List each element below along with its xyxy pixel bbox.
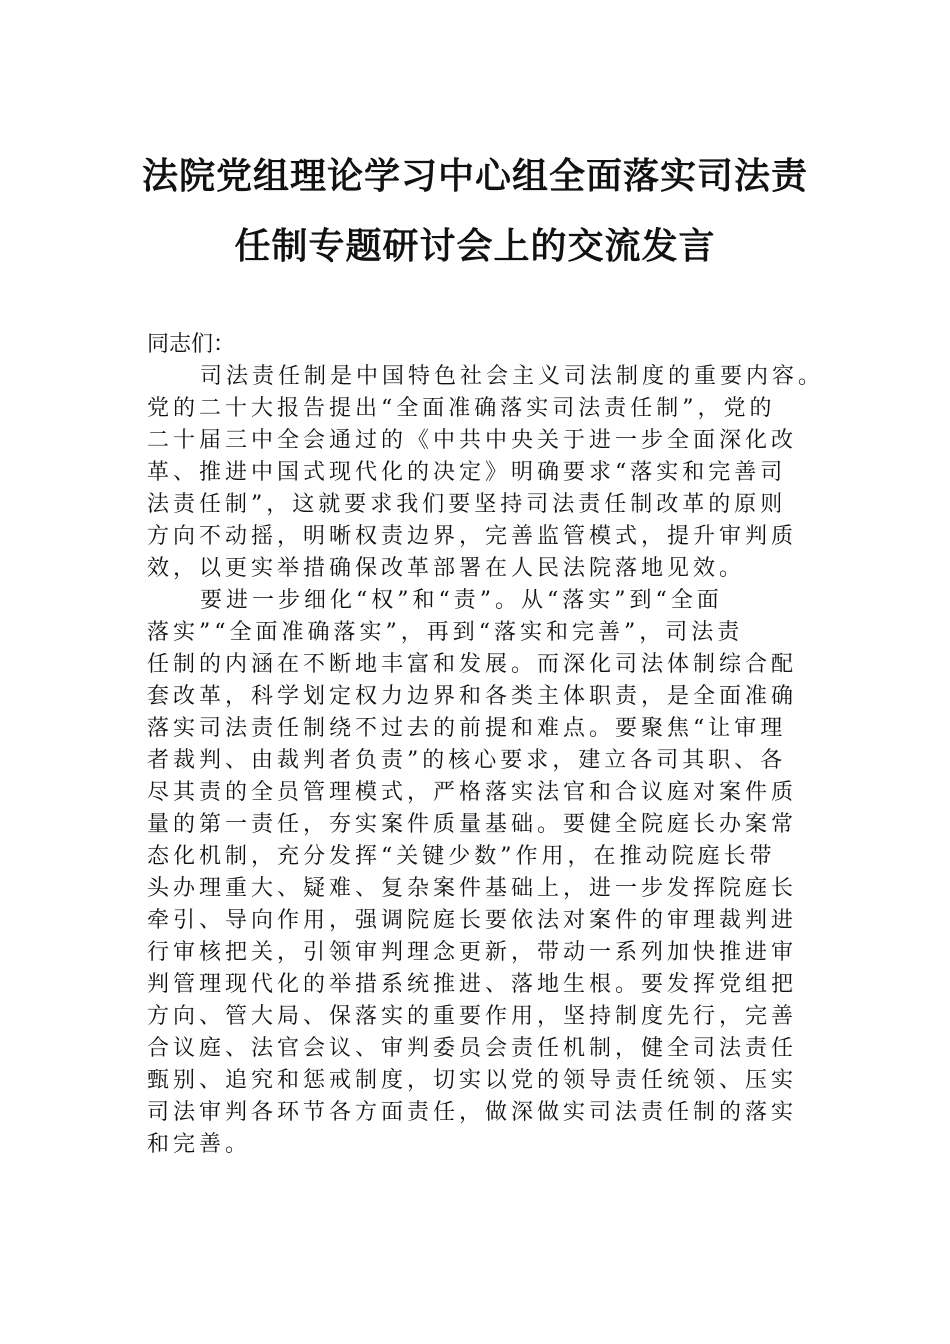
paragraph-line: 落实司法责任制绕不过去的前提和难点。要聚焦“让审理 [147, 716, 787, 741]
paragraph-line: 革、推进中国式现代化的决定》明确要求“落实和完善司 [147, 460, 787, 485]
paragraph-line: 合议庭、法官会议、审判委员会责任机制，健全司法责任 [147, 1036, 798, 1061]
paragraph-line: 量的第一责任，夯实案件质量基础。要健全院庭长办案常 [147, 812, 798, 837]
paragraph-line: 头办理重大、疑难、复杂案件基础上，进一步发挥院庭长 [147, 876, 798, 901]
paragraph-line: 要进一步细化“权”和“责”。从“落实”到“全面 [200, 588, 723, 613]
paragraph-line: 行审核把关，引领审判理念更新，带动一系列加快推进审 [147, 940, 798, 965]
title-line-1: 法院党组理论学习中心组全面落实司法责 [141, 155, 808, 197]
document-body [147, 330, 827, 1162]
document-title [0, 155, 950, 267]
paragraph-line: 司法责任制是中国特色社会主义司法制度的重要内容。 [200, 364, 825, 389]
salutation: 同志们： [147, 332, 236, 357]
paragraph-line: 态化机制，充分发挥“关键少数”作用，在推动院庭长带 [147, 844, 776, 869]
paragraph-line: 党的二十大报告提出“全面准确落实司法责任制”，党的 [147, 396, 776, 421]
paragraph-line: 二十届三中全会通过的《中共中央关于进一步全面深化改 [147, 428, 798, 453]
paragraph-line: 者裁判、由裁判者负责”的核心要求，建立各司其职、各 [147, 748, 787, 773]
paragraph-line: 和完善。 [147, 1132, 252, 1157]
paragraph-line: 任制的内涵在不断地丰富和发展。而深化司法体制综合配 [147, 652, 798, 677]
paragraph-line: 法责任制”，这就要求我们要坚持司法责任制改革的原则 [147, 492, 787, 517]
paragraph-line: 司法审判各环节各方面责任，做深做实司法责任制的落实 [147, 1100, 798, 1125]
paragraph-line: 牵引、导向作用，强调院庭长要依法对案件的审理裁判进 [147, 908, 798, 933]
paragraph-2 [147, 586, 827, 1159]
paragraph-line: 方向、管大局、保落实的重要作用，坚持制度先行，完善 [147, 1004, 798, 1029]
title-line-2: 任制专题研讨会上的交流发言 [234, 225, 716, 267]
paragraph-line: 套改革，科学划定权力边界和各类主体职责，是全面准确 [147, 684, 798, 709]
paragraph-line: 落实”“全面准确落实”，再到“落实和完善”，司法责 [147, 620, 744, 645]
paragraph-line: 方向不动摇，明晰权责边界，完善监管模式，提升审判质 [147, 524, 798, 549]
paragraph-line: 甄别、追究和惩戒制度，切实以党的领导责任统领、压实 [147, 1068, 798, 1093]
paragraph-line: 判管理现代化的举措系统推进、落地生根。要发挥党组把 [147, 972, 798, 997]
paragraph-1 [147, 362, 827, 583]
paragraph-line: 尽其责的全员管理模式，严格落实法官和合议庭对案件质 [147, 780, 798, 805]
paragraph-line: 效，以更实举措确保改革部署在人民法院落地见效。 [147, 556, 746, 581]
